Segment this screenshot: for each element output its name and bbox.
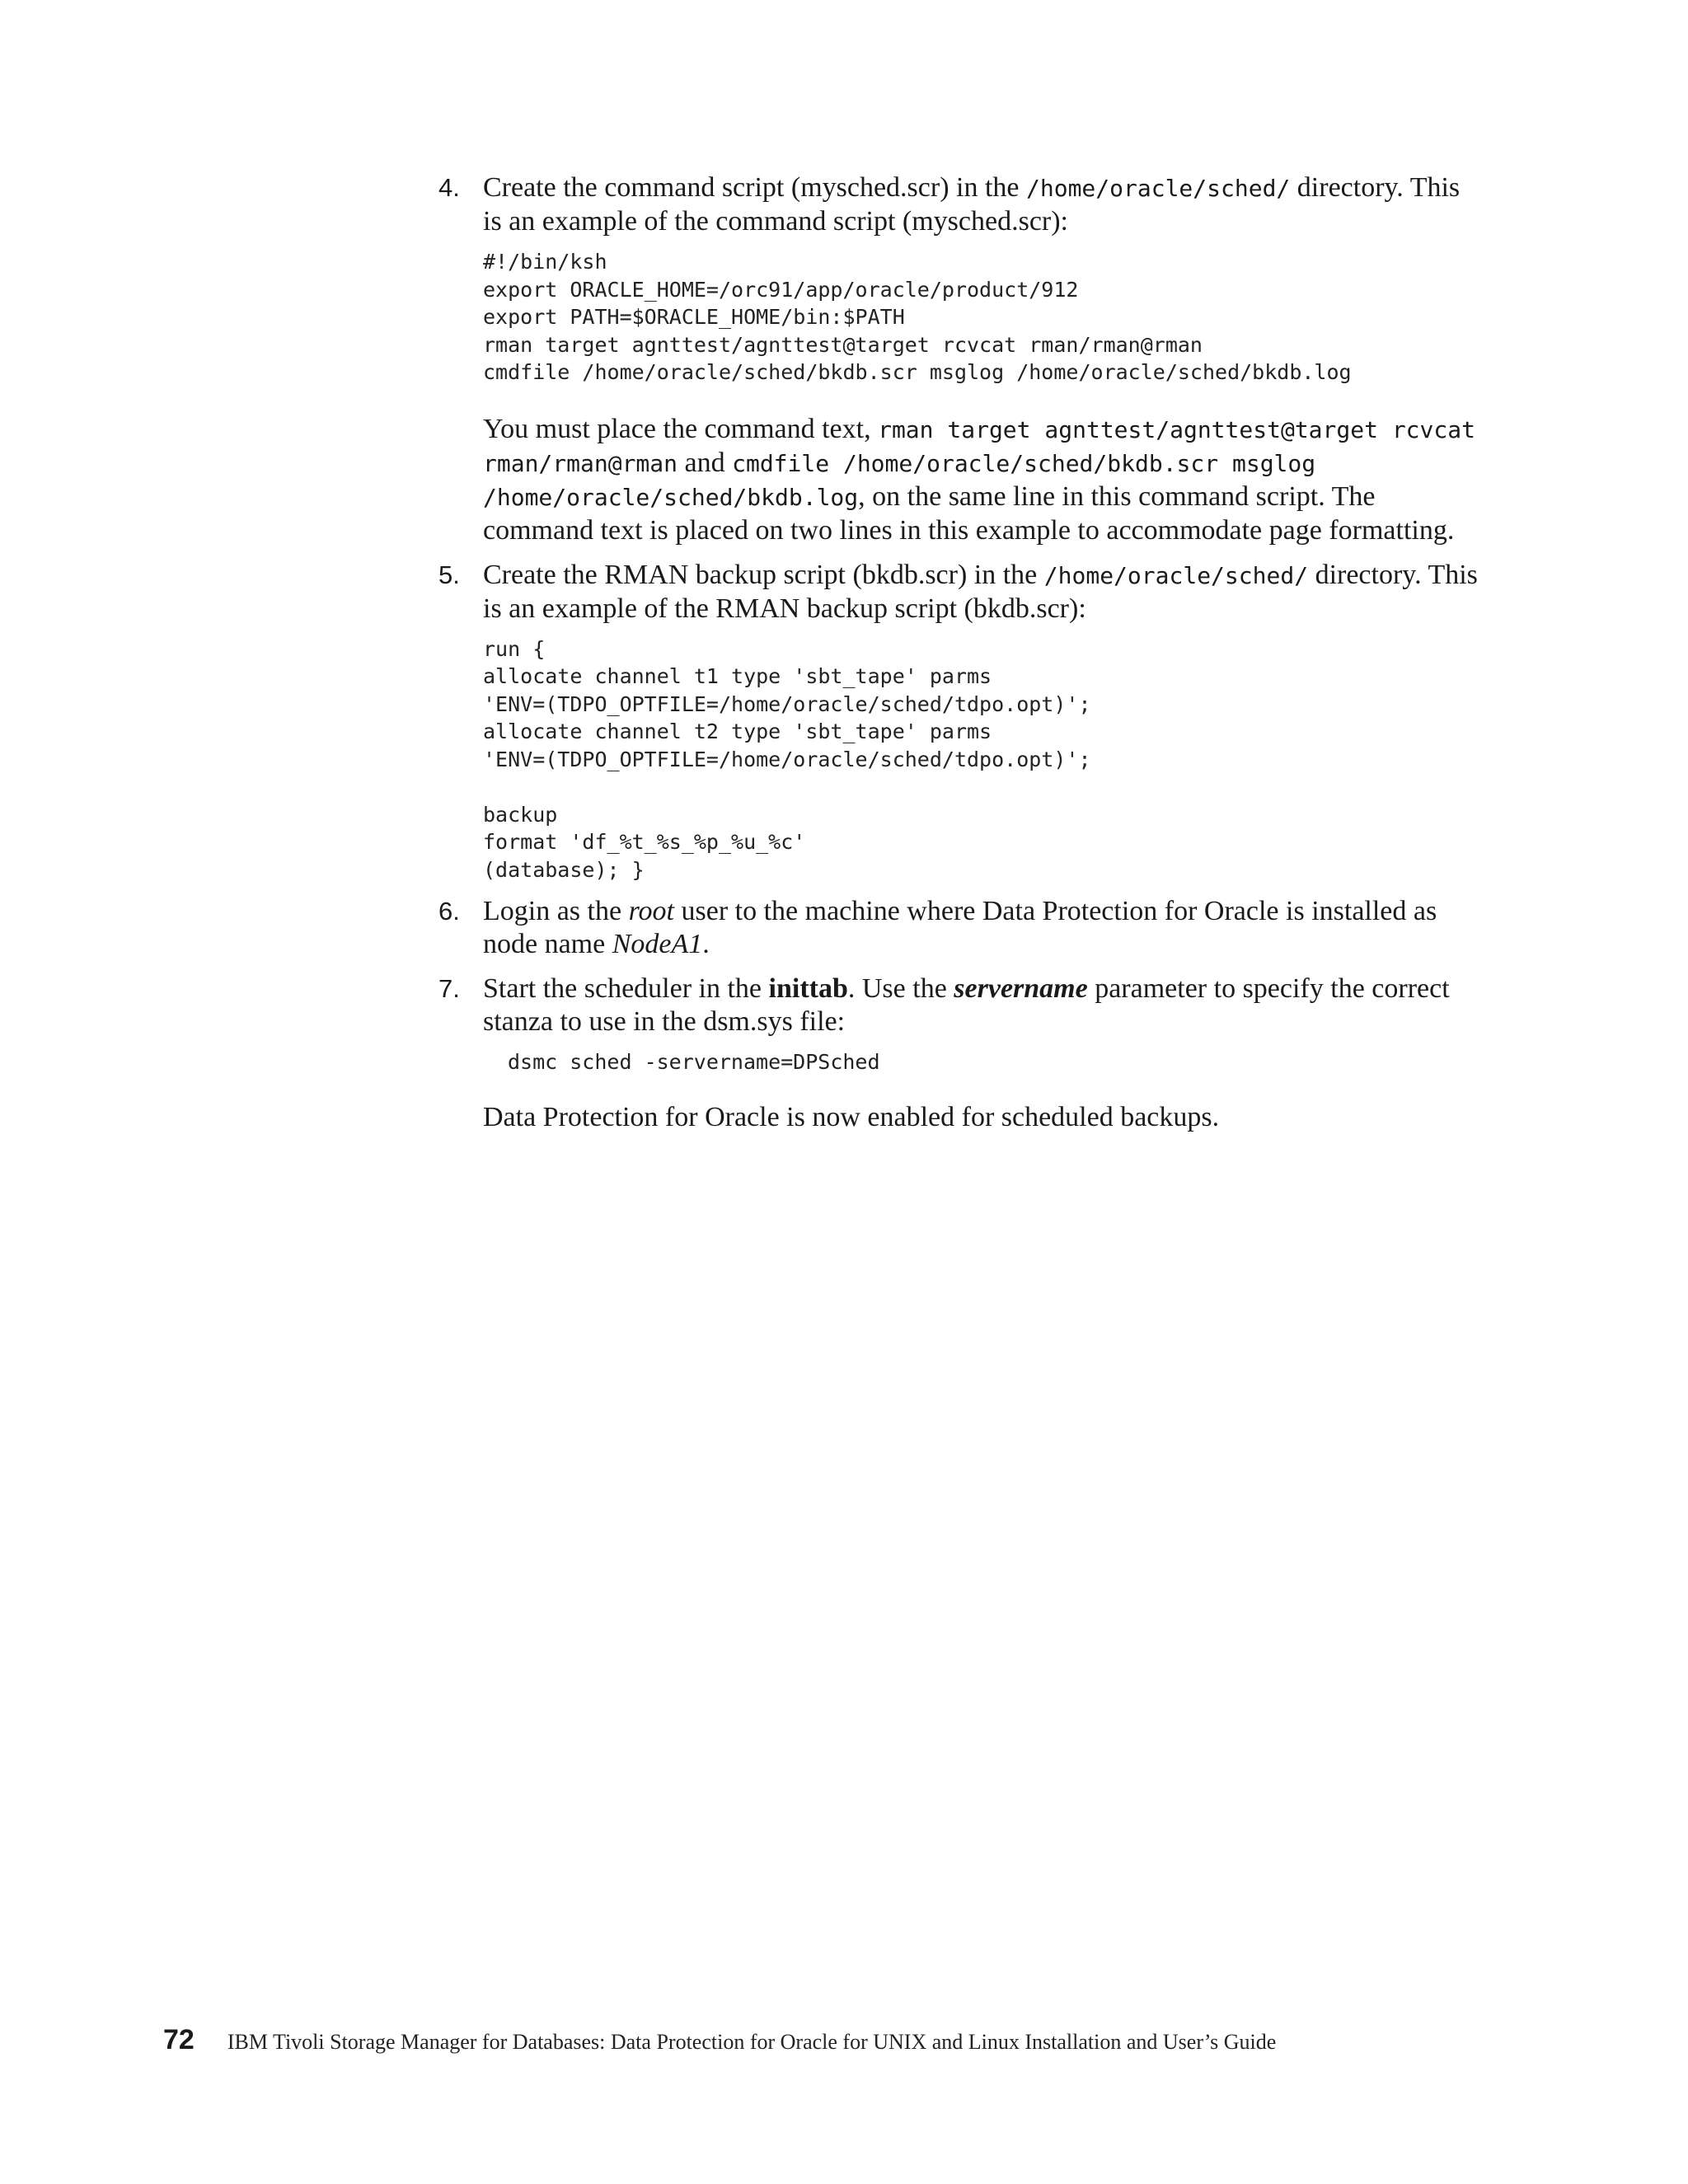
note-text: and (678, 447, 733, 478)
intro-text: Create the RMAN backup script (bkdb.scr) in the (483, 559, 1044, 590)
inline-command: cmdfile /home/oracle/sched/bkdb.scr msglog /home/oracle/sched/bkdb.log (483, 449, 1316, 511)
intro-text: directory. This is an example of the command script (mysched.scr): (483, 172, 1461, 237)
step-intro (483, 895, 1485, 961)
intro-text: . Use the (847, 973, 954, 1004)
intro-text: . (702, 929, 710, 959)
step-note (483, 413, 1485, 547)
step-6 (438, 895, 1485, 961)
command-script-code: #!/bin/ksh export ORACLE_HOME=/orc91/app/oracle/product/912 export PATH=$ORACLE_HOME/bin:$PATH rman target agnttest/agnttest@target rcvcat rman/rman@rman cmdfile /home/oracle/sched/bkdb.scr msglog /home/oracle/sched/bkdb.log (483, 250, 1352, 384)
inline-command: rman target agnttest/agnttest@target rcvcat rman/rman@rman (483, 415, 1475, 477)
book-title: IBM Tivoli Storage Manager for Databases: Data Protection for Oracle for UNIX and Linux Installation and User’s Guide (227, 2030, 1277, 2054)
intro-text: Start the scheduler in the (483, 973, 769, 1004)
step-7 (438, 972, 1485, 1076)
page-footer (163, 2024, 1523, 2056)
note-text: , on the same line in this command script. The command text is placed on two lines in this example to accommodate page formatting. (483, 480, 1455, 546)
intro-text: parameter to specify the correct stanza to use in the dsm.sys file: (483, 973, 1450, 1037)
intro-text: directory. This is an example of the RMAN backup script (bkdb.scr): (483, 559, 1478, 624)
step-number: 6. (438, 897, 460, 926)
step-number: 7. (438, 974, 460, 1003)
closing-statement: Data Protection for Oracle is now enabled for scheduled backups. (483, 1101, 1220, 1132)
node-name: NodeA1 (612, 929, 703, 959)
page-number: 72 (163, 2024, 195, 2055)
intro-text: Login as the (483, 896, 629, 926)
step-number: 4. (438, 173, 460, 202)
user-name: root (628, 896, 674, 926)
step-intro (483, 559, 1485, 626)
step-intro (483, 171, 1485, 238)
note-text: You must place the command text, (483, 413, 879, 444)
step-number: 5. (438, 560, 460, 589)
intro-text: Create the command script (mysched.scr) in the (483, 172, 1026, 203)
scheduler-command-code: dsmc sched -servername=DPSched (508, 1050, 880, 1074)
step-intro (483, 972, 1485, 1038)
intro-text: user to the machine where Data Protection for Oracle is installed as node name (483, 896, 1437, 959)
step-4 (438, 171, 1485, 547)
servername-term: servername (954, 973, 1088, 1004)
directory-path: /home/oracle/sched/ (1026, 175, 1291, 202)
directory-path: /home/oracle/sched/ (1043, 561, 1309, 589)
step-5 (438, 559, 1485, 884)
rman-backup-script-code: run { allocate channel t1 type 'sbt_tape' parms 'ENV=(TDPO_OPTFILE=/home/oracle/sched/tdpo.opt)'; allocate channel t2 type 'sbt_tape' parms 'ENV=(TDPO_OPTFILE=/home/oracle/sched/tdpo.opt)'; backup format 'df_%t_%s_%p_%u_%c' (database); } (483, 636, 1091, 882)
main-content (438, 171, 1485, 1134)
inittab-term: inittab (768, 973, 848, 1004)
